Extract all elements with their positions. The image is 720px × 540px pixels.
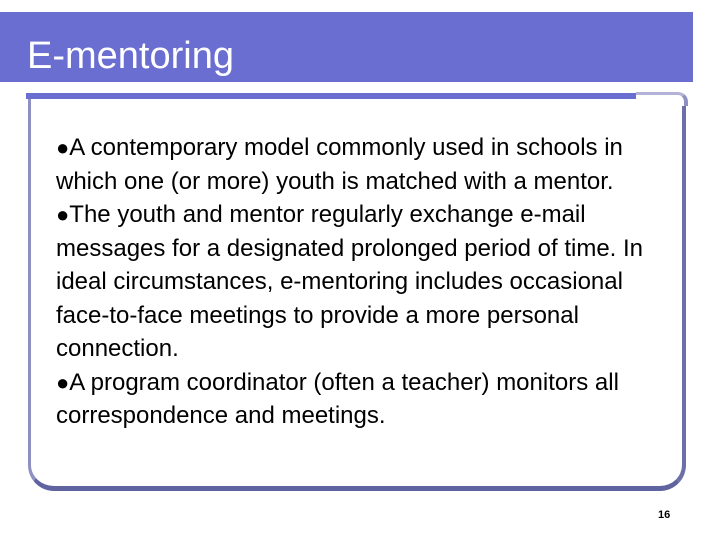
title-underline [26, 93, 638, 99]
bullet-item [56, 131, 670, 198]
bullet-text: The youth and mentor regularly exchange e-mail messages for a designated prolonged period of time. In ideal circumstances, e-mentoring includes occasional face-to-face meetings to provide a more personal connection. [56, 201, 644, 362]
bullet-text: A contemporary model commonly used in schools in which one (or more) youth is matched with a mentor. [56, 134, 623, 195]
bullet-text: A program coordinator (often a teacher) monitors all correspondence and meetings. [56, 368, 619, 429]
title-bar-edge [0, 12, 10, 82]
bullet-icon: ● [56, 202, 70, 227]
frame-corner [636, 92, 688, 106]
bullet-item [56, 366, 670, 433]
slide-title: E-mentoring [27, 35, 234, 77]
page-number: 16 [658, 509, 671, 521]
bullet-list [56, 131, 670, 433]
bullet-icon: ● [56, 135, 70, 160]
bullet-item [56, 198, 670, 366]
bullet-icon: ● [56, 369, 70, 395]
